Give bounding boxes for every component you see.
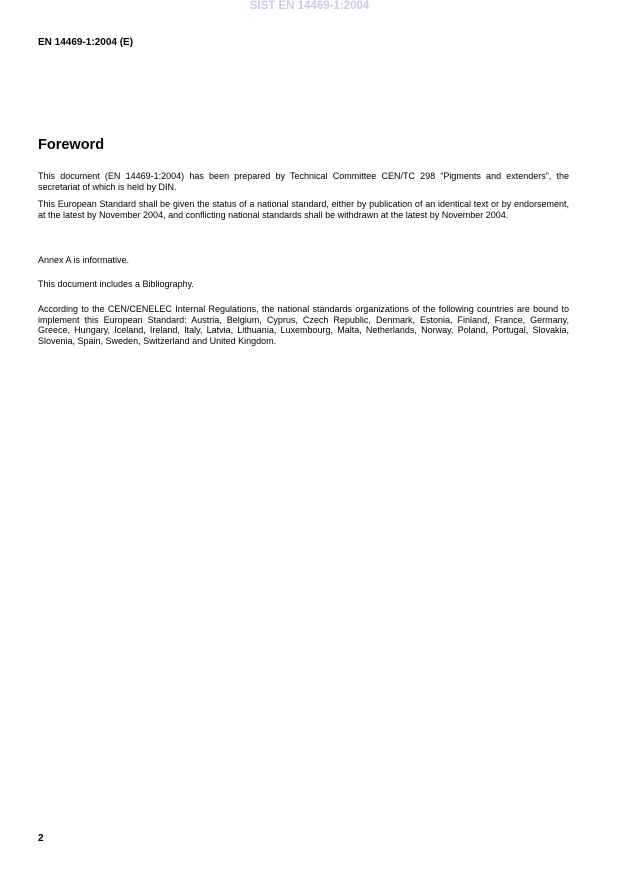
document-header: EN 14469-1:2004 (E) <box>38 37 134 48</box>
paragraph-bibliography: This document includes a Bibliography. <box>38 279 194 289</box>
section-title: Foreword <box>38 137 105 153</box>
paragraph-annex: Annex A is informative. <box>38 255 130 265</box>
paragraph-secretariat: This document (EN 14469-1:2004) has been prepared by Technical Committee CEN/TC 298 “Pigments and extenders”, the secretariat of which is held by DIN. <box>38 171 569 192</box>
paragraph-regulations: According to the CEN/CENELEC Internal Regulations, the national standards organizations of the following countries are bound to implement this European Standard: Austria, Belgium, Cyprus, Czech Republic, Denmark, Estonia, Finland, France, Germany, Greece, Hungary, Iceland, Ireland, Italy, Latvia, Lithuania, Luxembourg, Malta, Netherlands, Norway, Poland, Portugal, Slovakia, Slovenia, Spain, Sweden, Switzerland and United Kingdom. <box>38 304 569 346</box>
paragraph-status: This European Standard shall be given the status of a national standard, either by publication of an identical text or by endorsement, at the latest by November 2004, and conflicting national standards shall be withdrawn at the latest by November 2004. <box>38 199 569 220</box>
page-number: 2 <box>38 833 44 844</box>
watermark: SIST EN 14469-1:2004 <box>249 0 370 12</box>
